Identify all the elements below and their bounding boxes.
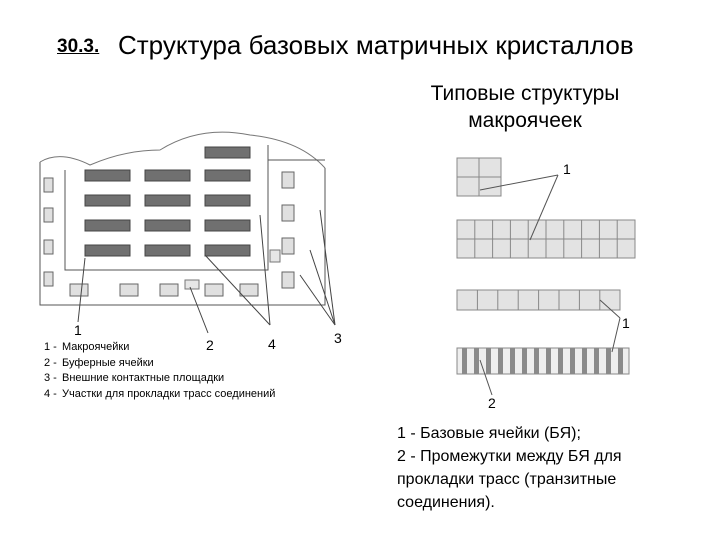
section-number: 30.3. [57, 36, 100, 57]
structure-2x2 [457, 158, 501, 196]
note-line-4: соединения). [397, 494, 495, 511]
legend-item: 2 - Буферные ячейки [44, 356, 154, 369]
subtitle-line-1: Типовые структуры [430, 82, 620, 105]
callout-r-1-mid: 1 [622, 315, 630, 331]
macrocell [85, 220, 130, 231]
callout-r-1-top: 1 [563, 161, 571, 177]
base-cell-stripe [570, 348, 575, 374]
contact-pad [282, 205, 294, 221]
legend-item: 1 - Макроячейки [44, 341, 130, 353]
macrocell [85, 245, 130, 256]
contact-pad [282, 238, 294, 254]
macrocell [85, 195, 130, 206]
leader-line-3c [320, 210, 335, 325]
bottom-pad-row [70, 284, 258, 296]
legend [44, 340, 275, 402]
contact-pad [240, 284, 258, 296]
legend-item: 3 - Внешние контактные площадки [44, 372, 225, 384]
macrocell [145, 220, 190, 231]
buffer-cell [270, 250, 280, 262]
base-cell-stripe [474, 348, 479, 374]
note-line-3: прокладки трасс (транзитные [397, 471, 617, 488]
page-title: Структура базовых матричных кристаллов [118, 30, 634, 60]
base-cell-stripe [594, 348, 599, 374]
legend-item: 4 - Участки для прокладки трасс соединений [44, 387, 276, 400]
macrocells [85, 147, 250, 256]
macrocell [205, 195, 250, 206]
leader-line-r1d [612, 318, 620, 352]
base-cell-stripe [486, 348, 491, 374]
buffer-cell [185, 280, 199, 289]
subtitle-line-2: макроячеек [468, 109, 582, 132]
macrocell [205, 220, 250, 231]
base-cell-stripe [522, 348, 527, 374]
contact-pad [44, 178, 53, 192]
contact-pad [282, 172, 294, 188]
callout-4: 4 [268, 336, 276, 352]
base-cell-stripe [558, 348, 563, 374]
macrocell [205, 245, 250, 256]
callout-3: 3 [334, 330, 342, 346]
left-pad-column [44, 178, 53, 286]
chip-diagram [40, 132, 335, 333]
base-cell-stripe [582, 348, 587, 374]
callout-1: 1 [74, 322, 82, 338]
contact-pad [70, 284, 88, 296]
right-pad-column [282, 172, 294, 288]
macrocell [205, 170, 250, 181]
macrocell [145, 245, 190, 256]
macrocell [205, 147, 250, 158]
contact-pad [160, 284, 178, 296]
contact-pad [44, 240, 53, 254]
base-cell-stripe [606, 348, 611, 374]
base-cell-stripe [546, 348, 551, 374]
structure-striped-row [457, 348, 629, 374]
base-cell-stripe [534, 348, 539, 374]
base-cell-stripe [462, 348, 467, 374]
contact-pad [205, 284, 223, 296]
callout-2: 2 [206, 337, 214, 353]
contact-pad [282, 272, 294, 288]
macrocell-structures [457, 158, 635, 395]
macrocell [145, 195, 190, 206]
leader-line-3a [310, 250, 335, 325]
notes [397, 422, 697, 514]
base-cell-stripe [498, 348, 503, 374]
callout-r-2: 2 [488, 395, 496, 411]
contact-pad [44, 208, 53, 222]
contact-pad [44, 272, 53, 286]
contact-pad [120, 284, 138, 296]
macrocell [145, 170, 190, 181]
base-cell-stripe [510, 348, 515, 374]
note-line-1: 1 - Базовые ячейки (БЯ); [397, 425, 581, 442]
chip-cut-edge [40, 132, 325, 168]
macrocell [85, 170, 130, 181]
note-line-2: 2 - Промежутки между БЯ для [397, 448, 622, 465]
base-cell-stripe [618, 348, 623, 374]
